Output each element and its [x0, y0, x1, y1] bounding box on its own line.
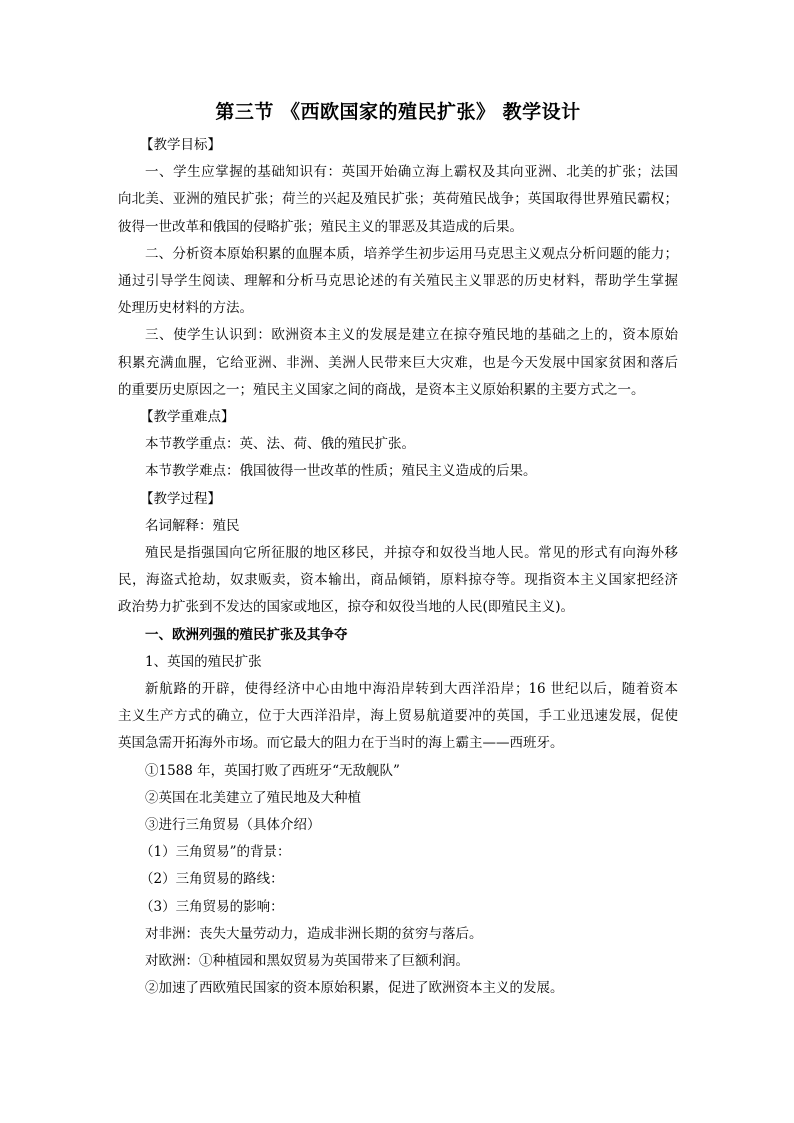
list-item: ③进行三角贸易（具体介绍） [145, 817, 321, 834]
definition-line1: 殖民是指强国向它所征服的地区移民，并掠夺和奴役当地人民。常见的形式有向海外移 [145, 545, 678, 562]
difficult-point: 本节教学难点：俄国彼得一世改革的性质；殖民主义造成的后果。 [145, 463, 537, 480]
part1-heading: 一、欧洲列强的殖民扩张及其争夺 [145, 626, 348, 643]
goal1-line1: 一、学生应掌握的基础知识有：英国开始确立海上霸权及其向亚洲、北美的扩张；法国 [145, 164, 678, 181]
term-definition-label: 名词解释：殖民 [145, 517, 240, 534]
goal2-line3: 处理历史材料的方法。 [118, 300, 253, 317]
goal3-line1: 三、使学生认识到：欧洲资本主义的发展是建立在掠夺殖民地的基础之上的，资本原始 [145, 327, 678, 344]
definition-line2: 民，海盗式抢劫，奴隶贩卖，资本输出，商品倾销，原料掠夺等。现指资本主义国家把经济 [118, 572, 678, 589]
document-title: 第三节 《西欧国家的殖民扩张》 教学设计 [215, 101, 581, 123]
list-item: ①1588 年，英国打败了西班牙“无敌舰队” [145, 762, 400, 779]
definition-line3: 政治势力扩张到不发达的国家或地区，掠夺和奴役当地的人民(即殖民主义)。 [118, 599, 575, 616]
sub1-text-line3: 英国急需开拓海外市场。而它最大的阻力在于当时的海上霸主——西班牙。 [118, 735, 564, 752]
goal2-line1: 二、分析资本原始积累的血腥本质，培养学生初步运用马克思主义观点分析问题的能力； [145, 245, 678, 262]
goals-heading: 【教学目标】 [140, 137, 221, 153]
sub1-text-line2: 主义生产方式的确立，位于大西洋沿岸，海上贸易航道要冲的英国，手工业迅速发展，促使 [118, 708, 678, 725]
triangle-item: （1）三角贸易”的背景： [140, 844, 291, 861]
goal3-line3: 的重要历史原因之一；殖民主义国家之间的商战，是资本主义原始积累的主要方式之一。 [118, 381, 645, 398]
list-item: ②英国在北美建立了殖民地及大种植 [145, 789, 361, 806]
document-page [118, 96, 678, 1003]
goal1-line3: 彼得一世改革和俄国的侵略扩张；殖民主义的罪恶及其造成的后果。 [118, 218, 523, 235]
effect-europe-2: ②加速了西欧殖民国家的资本原始积累，促进了欧洲资本主义的发展。 [145, 980, 564, 997]
sub1-text-line1: 新航路的开辟，使得经济中心由地中海沿岸转到大西洋沿岸；16 世纪以后，随着资本 [145, 681, 678, 698]
effect-europe: 对欧洲：①种植园和黑奴贸易为英国带来了巨额利润。 [145, 953, 469, 970]
goal1-line2: 向北美、亚洲的殖民扩张；荷兰的兴起及殖民扩张；英荷殖民战争；英国取得世界殖民霸权； [118, 191, 678, 208]
goal3-line2: 积累充满血腥，它给亚洲、非洲、美洲人民带来巨大灾难，也是今天发展中国家贫困和落后 [118, 354, 678, 371]
key-point: 本节教学重点：英、法、荷、俄的殖民扩张。 [145, 436, 415, 453]
key-heading: 【教学重难点】 [140, 409, 235, 426]
effect-africa: 对非洲：丧失大量劳动力，造成非洲长期的贫穷与落后。 [145, 925, 483, 942]
goal2-line2: 通过引导学生阅读、理解和分析马克思论述的有关殖民主义罪恶的历史材料，帮助学生掌握 [118, 273, 678, 290]
process-heading: 【教学过程】 [140, 490, 221, 507]
triangle-item: （2）三角贸易的路线： [140, 871, 284, 888]
sub1-heading: 1、英国的殖民扩张 [145, 653, 262, 670]
triangle-item: （3）三角贸易的影响： [140, 898, 284, 915]
